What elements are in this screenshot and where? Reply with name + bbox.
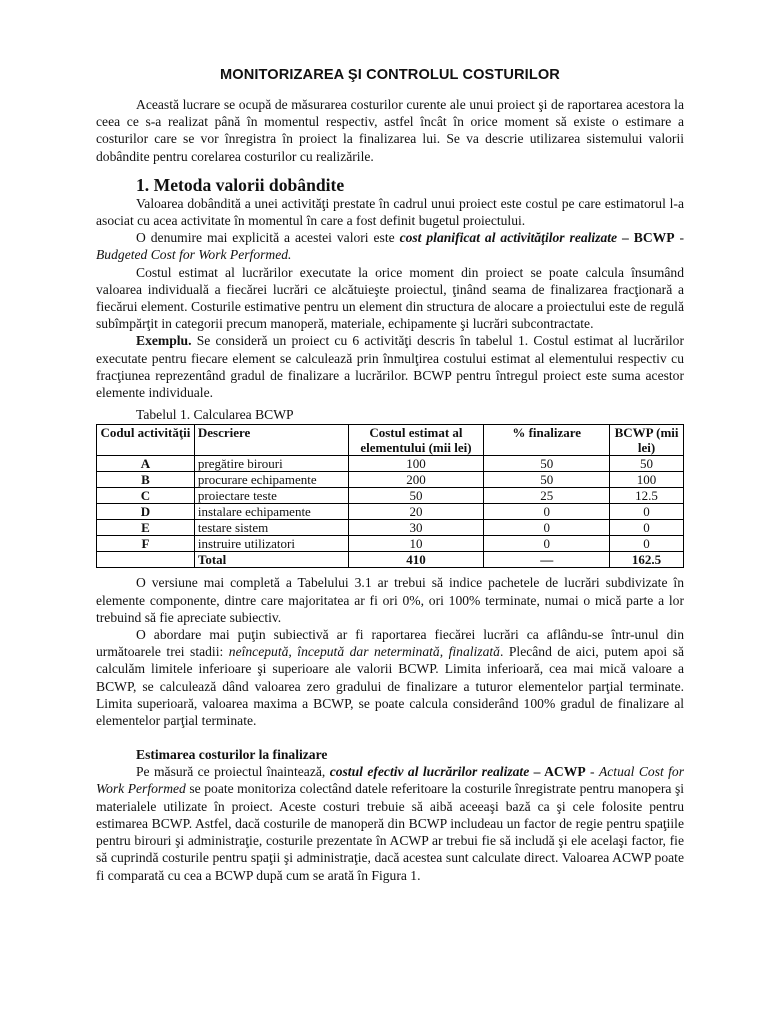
document-page: [96, 66, 684, 884]
cell-description: instalare echipamente: [194, 504, 348, 520]
text-run: . Plecând de aici, putem apoi să calculăm limitele inferioare şi superioare ale valorii BCWP. Limita inferioară, cea mai mică valoare a BCWP, se calculează dând valoarea zero gradului de finalizare a tuturor elementelor parţial terminate. Limita superioară, valoarea maxima a BCWP, se poate calcula considerând 100% gradul de finalizare al elementelor parţial terminate.: [96, 644, 684, 729]
subsection-heading: Estimarea costurilor la finalizare: [136, 747, 328, 763]
table-caption: Tabelul 1. Calcularea BCWP: [136, 407, 294, 423]
table-total-row: [97, 552, 684, 568]
text-run: -: [674, 230, 684, 246]
paragraph: Costul estimat al lucrărilor executate la orice moment din proiect se poate calcula însumând valoarea individuală a fiecărei lucrări ce alcătuieşte proiectul, ţinând seama de finalizarea fracţionară a fiecărui element. Costurile estimative pentru un element din structura de alocare a proiectului este de regulă subîmpărţit in categorii precum manoperă, materiale, echipamente şi lucrări subcontractate.: [96, 264, 684, 332]
text-run: –: [529, 764, 545, 780]
term-acwp-ro: costul efectiv al lucrărilor realizate: [329, 764, 530, 780]
cell-description: procurare echipamente: [194, 472, 348, 488]
term-bcwp-en: Budgeted Cost for Work Performed.: [96, 247, 292, 263]
cell-percent: 0: [484, 536, 610, 552]
cell-cost: 200: [348, 472, 484, 488]
cell-cost: 10: [348, 536, 484, 552]
cell-total-cost: 410: [348, 552, 484, 568]
text-run: O denumire mai explicită a acestei valori este: [136, 230, 400, 246]
table-row: [97, 536, 684, 552]
cell-percent: 25: [484, 488, 610, 504]
cell-bcwp: 0: [610, 536, 684, 552]
cell-total-label: Total: [194, 552, 348, 568]
cell-description: pregătire birouri: [194, 456, 348, 472]
cell-percent: 0: [484, 504, 610, 520]
cell-code: D: [97, 504, 195, 520]
cell-cost: 50: [348, 488, 484, 504]
bcwp-table: [96, 424, 684, 568]
header-code: Codul activităţii: [97, 425, 195, 456]
cell-empty: [97, 552, 195, 568]
cell-code: E: [97, 520, 195, 536]
text-run: Se consideră un proiect cu 6 activităţi descris în tabelul 1. Costul estimat al lucrărilor executate pentru fiecare element se calculează prin înmulţirea costului estimat al elementului respectiv cu fracţiunea reprezentând gradul de finalizare a lucrărilor. BCWP pentru întregul proiect este suma acestor elemente individuale.: [96, 333, 684, 401]
term-acwp: ACWP: [544, 764, 586, 780]
paragraph: Valoarea dobândită a unei activităţi prestate în cadrul unui proiect este costul pe care estimatorul l-a asociat cu acea activitate în momentul în care a fost definit bugetul proiectului.: [96, 195, 684, 229]
intro-paragraph: Această lucrare se ocupă de măsurarea costurilor curente ale unui proiect şi de raportarea acestora la ceea ce s-a realizat până în momentul respectiv, astfel încât în orice moment să existe o estimare a costurilor care se vor înregistra în proiect la finalizarea lui. Se va descrie utilizarea sistemului valorii dobândite pentru corelarea costurilor cu realizările.: [96, 97, 684, 164]
table-row: [97, 456, 684, 472]
header-cost: Costul estimat al elementului (mii lei): [348, 425, 484, 456]
text-run: Pe măsură ce proiectul înaintează,: [136, 764, 330, 780]
cell-code: B: [97, 472, 195, 488]
text-run: se poate monitoriza colectând datele referitoare la costurile înregistrate pentru manopera şi materialele utilizate în proiect. Aceste costuri trebuie să aibă aceeaşi bază ca şi cele folosite pentru estimarea BCWP. Astfel, dacă costurile de manoperă din BCWP includeau un factor de regie pentru spaţiile pentru birouri şi administraţie, costurile prezentate în ACWP ar trebui fie să includă şi ele acelaşi factor, fie să cuprindă costurile pentru spaţii şi administraţie, dacă acestea sunt calculate direct. Valoarea ACWP poate fi comparată cu cea a BCWP după cum se arată în Figura 1.: [96, 781, 685, 883]
cell-description: proiectare teste: [194, 488, 348, 504]
paragraph-example: [96, 332, 684, 401]
page-title: MONITORIZAREA ŞI CONTROLUL COSTURILOR: [220, 67, 560, 83]
cell-bcwp: 12.5: [610, 488, 684, 504]
cell-code: F: [97, 536, 195, 552]
cell-code: C: [97, 488, 195, 504]
cell-bcwp: 0: [610, 520, 684, 536]
text-run: O abordare mai puţin subiectivă ar fi raportarea fiecărei lucrări ca aflându-se într-unul din următoarele trei stadii:: [96, 627, 684, 660]
example-label: Exemplu.: [136, 333, 192, 349]
header-percent: % finalizare: [484, 425, 610, 456]
cell-total-bcwp: 162.5: [610, 552, 684, 568]
cell-bcwp: 50: [610, 456, 684, 472]
paragraph-bcwp-definition: [96, 229, 684, 263]
paragraph-acwp: [96, 763, 684, 883]
section-heading: 1. Metoda valorii dobândite: [136, 174, 345, 195]
term-bcwp-ro: cost planificat al activităţilor realizate: [399, 230, 618, 246]
cell-bcwp: 0: [610, 504, 684, 520]
header-description: Descriere: [194, 425, 348, 456]
cell-description: instruire utilizatori: [194, 536, 348, 552]
cell-code: A: [97, 456, 195, 472]
cell-percent: 50: [484, 456, 610, 472]
paragraph-stages: [96, 626, 684, 729]
cell-description: testare sistem: [194, 520, 348, 536]
cell-cost: 30: [348, 520, 484, 536]
text-run: –: [617, 230, 634, 246]
cell-cost: 100: [348, 456, 484, 472]
table-header-row: [97, 425, 684, 456]
stages-list: neîncepută, începută dar neterminată, finalizată: [228, 644, 500, 660]
cell-percent: 0: [484, 520, 610, 536]
cell-percent: 50: [484, 472, 610, 488]
cell-bcwp: 100: [610, 472, 684, 488]
text-run: -: [585, 764, 599, 780]
table-row: [97, 520, 684, 536]
table-row: [97, 472, 684, 488]
term-acwp-en: Actual Cost for Work Performed: [96, 764, 685, 797]
cell-total-percent: —: [484, 552, 610, 568]
header-bcwp: BCWP (mii lei): [610, 425, 684, 456]
paragraph: O versiune mai completă a Tabelului 3.1 ar trebui să indice pachetele de lucrări subdivizate în elemente componente, dintre care majoritatea ar fi ori 0%, ori 100% terminate, numai o mică parte a lor trebuind să fie apreciate subiectiv.: [96, 575, 684, 625]
table-row: [97, 504, 684, 520]
cell-cost: 20: [348, 504, 484, 520]
term-bcwp: BCWP: [633, 230, 675, 246]
table-row: [97, 488, 684, 504]
